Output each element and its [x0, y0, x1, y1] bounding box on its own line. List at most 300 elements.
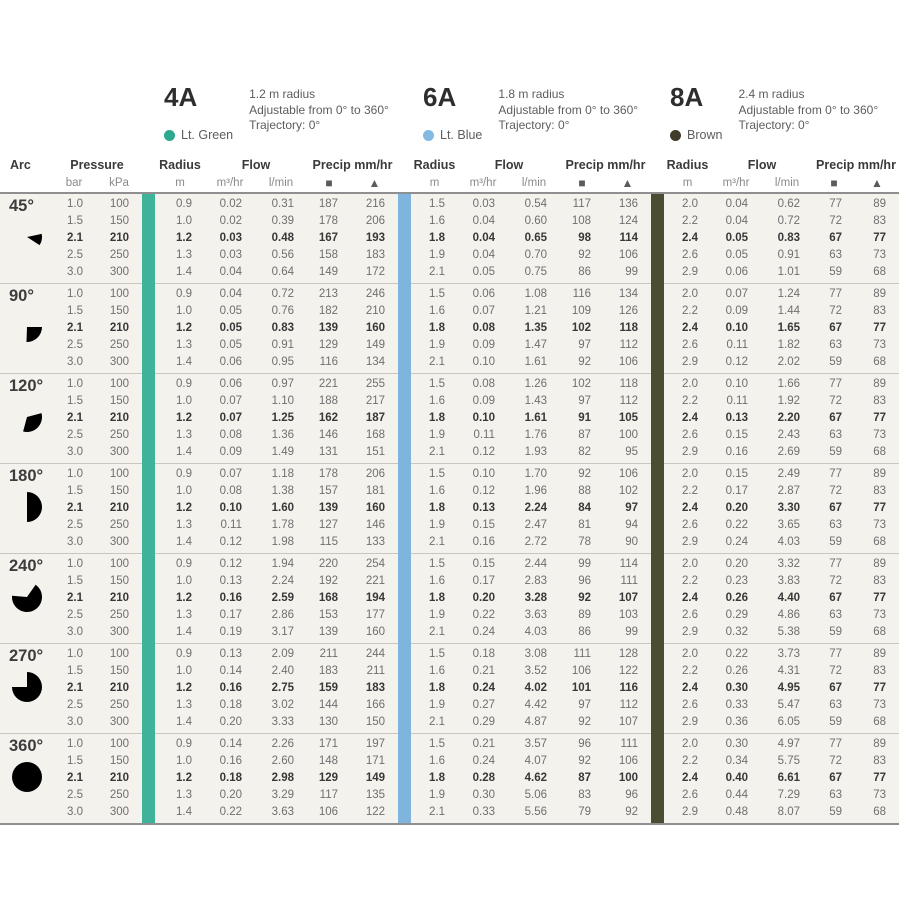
cell-flow-m3hr: 0.33 [472, 806, 495, 818]
cell-flow-m3hr: 0.14 [219, 665, 242, 677]
cell-precip-square: 97 [578, 699, 591, 711]
cell-radius-m: 1.6 [429, 485, 445, 497]
cell-flow-m3hr: 0.26 [725, 592, 748, 604]
cell-flow-lmin: 1.01 [777, 266, 800, 278]
cell-bar: 3.0 [67, 806, 83, 818]
cell-flow-lmin: 1.82 [777, 339, 800, 351]
cell-precip-square: 89 [578, 609, 591, 621]
arc-group-270 [0, 643, 899, 733]
cell-precip-square: 178 [318, 468, 338, 480]
cell-precip-square: 96 [578, 575, 591, 587]
cell-precip-triangle: 83 [873, 395, 886, 407]
cell-precip-triangle: 112 [619, 395, 638, 407]
cell-precip-square: 63 [829, 699, 842, 711]
cell-flow-m3hr: 0.19 [219, 626, 242, 638]
subheader-m: m [175, 177, 185, 189]
arc-group-240 [0, 553, 899, 643]
cell-precip-triangle: 68 [873, 806, 886, 818]
cell-flow-m3hr: 0.34 [725, 755, 748, 767]
cell-radius-m: 1.9 [429, 789, 445, 801]
cell-precip-square: 82 [578, 446, 591, 458]
cell-precip-square: 129 [318, 339, 338, 351]
cell-flow-lmin: 2.59 [271, 592, 294, 604]
cell-precip-square: 159 [318, 682, 338, 694]
color-stripe-6a [398, 194, 411, 823]
cell-precip-triangle: 149 [365, 339, 385, 351]
cell-precip-square: 77 [829, 468, 842, 480]
cell-precip-triangle: 100 [618, 772, 638, 784]
cell-flow-m3hr: 0.15 [472, 519, 495, 531]
cell-kpa: 100 [109, 198, 129, 210]
cell-precip-square: 99 [578, 558, 591, 570]
cell-precip-triangle: 95 [625, 446, 638, 458]
cell-radius-m: 2.2 [682, 395, 698, 407]
cell-radius-m: 2.2 [682, 485, 698, 497]
cell-flow-lmin: 5.47 [777, 699, 800, 711]
cell-precip-triangle: 77 [873, 322, 886, 334]
cell-precip-triangle: 73 [873, 699, 886, 711]
cell-radius-m: 1.5 [429, 558, 445, 570]
cell-flow-lmin: 6.05 [777, 716, 800, 728]
cell-flow-m3hr: 0.10 [472, 356, 495, 368]
arc-90-icon [11, 311, 43, 348]
cell-precip-triangle: 128 [618, 648, 638, 660]
arc-label: 360° [9, 737, 44, 755]
cell-flow-m3hr: 0.22 [725, 519, 748, 531]
cell-precip-triangle: 216 [365, 198, 385, 210]
cell-precip-triangle: 255 [365, 378, 385, 390]
cell-precip-triangle: 68 [873, 536, 886, 548]
cell-flow-m3hr: 0.09 [725, 305, 748, 317]
cell-radius-m: 2.6 [682, 339, 698, 351]
cell-flow-lmin: 2.43 [777, 429, 800, 441]
cell-flow-m3hr: 0.20 [219, 716, 242, 728]
cell-flow-lmin: 1.60 [271, 502, 294, 514]
triangle-icon: ▲ [871, 176, 883, 190]
cell-flow-m3hr: 0.06 [472, 288, 495, 300]
square-icon: ■ [830, 176, 838, 190]
cell-bar: 1.5 [67, 665, 83, 677]
cell-flow-lmin: 2.83 [524, 575, 547, 587]
cell-flow-lmin: 1.25 [271, 412, 294, 424]
cell-precip-square: 67 [829, 592, 842, 604]
cell-precip-square: 116 [319, 356, 338, 368]
cell-precip-square: 63 [829, 339, 842, 351]
cell-radius-m: 1.4 [176, 716, 192, 728]
cell-precip-triangle: 90 [625, 536, 638, 548]
cell-flow-m3hr: 0.20 [725, 502, 748, 514]
cell-precip-triangle: 221 [365, 575, 385, 587]
cell-precip-square: 102 [571, 378, 591, 390]
cell-precip-square: 211 [319, 648, 338, 660]
cell-radius-m: 1.6 [429, 215, 445, 227]
cell-precip-square: 131 [318, 446, 338, 458]
cell-kpa: 300 [109, 716, 129, 728]
cell-precip-square: 77 [829, 288, 842, 300]
cell-radius-m: 1.2 [176, 412, 192, 424]
cell-precip-triangle: 89 [873, 738, 886, 750]
cell-flow-lmin: 4.07 [524, 755, 547, 767]
cell-precip-triangle: 177 [365, 609, 385, 621]
cell-precip-square: 183 [318, 665, 338, 677]
cell-radius-m: 2.2 [682, 305, 698, 317]
cell-flow-lmin: 4.87 [524, 716, 547, 728]
cell-kpa: 300 [109, 356, 129, 368]
cell-precip-square: 111 [573, 648, 591, 660]
cell-kpa: 210 [109, 322, 129, 334]
cell-precip-triangle: 122 [618, 665, 638, 677]
cell-flow-m3hr: 0.08 [472, 378, 495, 390]
cell-flow-lmin: 1.61 [524, 356, 547, 368]
arc-cell [0, 376, 52, 461]
cell-kpa: 150 [109, 395, 129, 407]
cell-flow-lmin: 2.75 [271, 682, 294, 694]
cell-radius-m: 1.5 [429, 468, 445, 480]
cell-flow-lmin: 1.78 [271, 519, 294, 531]
cell-precip-square: 63 [829, 249, 842, 261]
arc-120-icon [11, 401, 43, 438]
cell-kpa: 250 [109, 699, 129, 711]
cell-precip-square: 92 [578, 755, 591, 767]
cell-flow-m3hr: 0.08 [219, 429, 242, 441]
cell-flow-m3hr: 0.32 [725, 626, 748, 638]
cell-flow-m3hr: 0.30 [725, 682, 748, 694]
cell-flow-lmin: 2.98 [271, 772, 294, 784]
cell-precip-triangle: 92 [625, 806, 638, 818]
subheader-m3hr: m³/hr [216, 177, 244, 189]
cell-radius-m: 1.4 [176, 806, 192, 818]
cell-flow-lmin: 0.54 [524, 198, 547, 210]
model-code: 8A [670, 82, 704, 112]
cell-precip-triangle: 118 [619, 378, 638, 390]
cell-flow-m3hr: 0.09 [219, 446, 242, 458]
cell-flow-m3hr: 0.05 [219, 322, 242, 334]
table-header [0, 156, 899, 192]
arc-label: 270° [9, 647, 44, 665]
cell-precip-square: 77 [829, 198, 842, 210]
cell-precip-square: 117 [572, 198, 591, 210]
cell-bar: 2.5 [67, 339, 83, 351]
cell-flow-m3hr: 0.02 [219, 215, 242, 227]
arc-label: 240° [9, 557, 44, 575]
subheader-m3hr: m³/hr [469, 177, 497, 189]
cell-flow-m3hr: 0.04 [219, 266, 242, 278]
cell-precip-triangle: 168 [365, 429, 385, 441]
color-stripe-4a [142, 194, 155, 823]
cell-radius-m: 1.9 [429, 339, 445, 351]
cell-precip-triangle: 118 [619, 322, 638, 334]
cell-flow-m3hr: 0.09 [472, 339, 495, 351]
cell-radius-m: 1.2 [176, 682, 192, 694]
cell-precip-square: 83 [578, 789, 591, 801]
cell-bar: 1.0 [67, 198, 83, 210]
cell-flow-m3hr: 0.02 [219, 198, 242, 210]
cell-radius-m: 1.2 [176, 592, 192, 604]
cell-radius-m: 0.9 [176, 558, 192, 570]
cell-flow-lmin: 2.60 [271, 755, 294, 767]
cell-flow-m3hr: 0.07 [219, 395, 242, 407]
cell-precip-triangle: 134 [365, 356, 385, 368]
cell-precip-triangle: 160 [365, 502, 385, 514]
cell-flow-m3hr: 0.10 [472, 468, 495, 480]
cell-flow-m3hr: 0.06 [219, 378, 242, 390]
cell-radius-m: 2.9 [682, 806, 698, 818]
cell-precip-square: 91 [578, 412, 591, 424]
cell-flow-lmin: 3.33 [271, 716, 294, 728]
model-legend [423, 128, 482, 142]
cell-flow-m3hr: 0.18 [219, 772, 242, 784]
cell-flow-lmin: 1.43 [524, 395, 547, 407]
cell-precip-square: 78 [578, 536, 591, 548]
cell-precip-square: 188 [318, 395, 338, 407]
cell-bar: 1.0 [67, 378, 83, 390]
cell-precip-triangle: 244 [365, 648, 385, 660]
cell-flow-lmin: 1.76 [524, 429, 547, 441]
cell-precip-square: 171 [318, 738, 338, 750]
cell-kpa: 150 [109, 755, 129, 767]
table-body [0, 192, 899, 825]
cell-flow-lmin: 2.69 [777, 446, 800, 458]
cell-flow-lmin: 1.24 [777, 288, 800, 300]
radius-desc: 2.4 m radius [738, 87, 805, 101]
cell-precip-square: 72 [829, 575, 842, 587]
cell-flow-lmin: 4.40 [777, 592, 800, 604]
arc-cell [0, 196, 52, 281]
cell-flow-lmin: 0.31 [271, 198, 294, 210]
cell-precip-triangle: 197 [365, 738, 385, 750]
cell-flow-lmin: 2.02 [777, 356, 800, 368]
cell-precip-triangle: 89 [873, 648, 886, 660]
cell-precip-triangle: 96 [625, 789, 638, 801]
cell-flow-m3hr: 0.11 [726, 395, 748, 407]
cell-precip-triangle: 77 [873, 412, 886, 424]
cell-flow-lmin: 0.97 [271, 378, 294, 390]
cell-kpa: 250 [109, 609, 129, 621]
cell-bar: 1.5 [67, 395, 83, 407]
cell-bar: 1.0 [67, 288, 83, 300]
cell-flow-lmin: 4.03 [777, 536, 800, 548]
cell-bar: 2.1 [67, 772, 83, 784]
cell-kpa: 150 [109, 215, 129, 227]
cell-flow-lmin: 2.26 [271, 738, 294, 750]
cell-flow-m3hr: 0.48 [725, 806, 748, 818]
cell-precip-square: 92 [578, 592, 591, 604]
cell-radius-m: 2.4 [682, 592, 698, 604]
cell-radius-m: 1.9 [429, 429, 445, 441]
cell-flow-m3hr: 0.05 [219, 305, 242, 317]
cell-precip-square: 59 [829, 536, 842, 548]
cell-flow-m3hr: 0.33 [725, 699, 748, 711]
arc-cell [0, 646, 52, 731]
cell-radius-m: 2.9 [682, 356, 698, 368]
cell-bar: 2.1 [67, 322, 83, 334]
cell-radius-m: 1.0 [176, 215, 192, 227]
cell-radius-m: 1.3 [176, 429, 192, 441]
cell-precip-triangle: 103 [618, 609, 638, 621]
model-code: 4A [164, 82, 198, 112]
cell-precip-square: 97 [578, 339, 591, 351]
cell-flow-lmin: 2.09 [271, 648, 294, 660]
cell-flow-m3hr: 0.08 [219, 485, 242, 497]
cell-precip-square: 139 [318, 626, 338, 638]
cell-precip-triangle: 68 [873, 266, 886, 278]
cell-flow-lmin: 0.83 [777, 232, 800, 244]
cell-radius-m: 1.0 [176, 305, 192, 317]
cell-radius-m: 1.8 [429, 412, 445, 424]
cell-radius-m: 2.9 [682, 716, 698, 728]
cell-radius-m: 2.4 [682, 232, 698, 244]
cell-flow-m3hr: 0.21 [472, 738, 495, 750]
cell-precip-square: 63 [829, 789, 842, 801]
cell-flow-lmin: 7.29 [777, 789, 800, 801]
cell-precip-triangle: 89 [873, 558, 886, 570]
col-header-pressure: Pressure [70, 158, 124, 172]
cell-flow-m3hr: 0.12 [725, 356, 748, 368]
cell-radius-m: 1.9 [429, 609, 445, 621]
cell-flow-lmin: 1.08 [524, 288, 547, 300]
radius-desc: 1.8 m radius [498, 87, 565, 101]
cell-flow-lmin: 2.72 [524, 536, 547, 548]
arc-cell [0, 736, 52, 821]
cell-precip-square: 192 [318, 575, 338, 587]
cell-flow-m3hr: 0.05 [472, 266, 495, 278]
cell-flow-m3hr: 0.16 [725, 446, 748, 458]
cell-flow-m3hr: 0.04 [725, 215, 748, 227]
cell-precip-triangle: 99 [625, 626, 638, 638]
cell-precip-square: 92 [578, 716, 591, 728]
cell-radius-m: 2.1 [429, 806, 445, 818]
cell-flow-m3hr: 0.14 [219, 738, 242, 750]
cell-radius-m: 2.4 [682, 412, 698, 424]
cell-precip-triangle: 83 [873, 665, 886, 677]
cell-precip-square: 92 [578, 468, 591, 480]
cell-radius-m: 2.0 [682, 738, 698, 750]
cell-radius-m: 1.6 [429, 755, 445, 767]
cell-precip-triangle: 89 [873, 198, 886, 210]
cell-radius-m: 1.9 [429, 699, 445, 711]
cell-precip-triangle: 106 [618, 468, 638, 480]
arc-240-icon [11, 581, 43, 618]
arc-group-360 [0, 733, 899, 823]
trajectory-desc: Trajectory: 0° [249, 118, 321, 132]
cell-kpa: 250 [109, 429, 129, 441]
cell-precip-triangle: 89 [873, 468, 886, 480]
cell-flow-lmin: 4.02 [524, 682, 547, 694]
cell-radius-m: 1.8 [429, 592, 445, 604]
cell-flow-m3hr: 0.17 [219, 609, 242, 621]
cell-precip-square: 59 [829, 446, 842, 458]
cell-flow-lmin: 0.91 [271, 339, 294, 351]
cell-precip-triangle: 77 [873, 232, 886, 244]
cell-flow-lmin: 1.38 [271, 485, 294, 497]
cell-precip-triangle: 83 [873, 575, 886, 587]
cell-precip-square: 168 [318, 592, 338, 604]
cell-radius-m: 1.3 [176, 519, 192, 531]
cell-precip-square: 84 [578, 502, 591, 514]
cell-radius-m: 2.1 [429, 446, 445, 458]
cell-flow-m3hr: 0.23 [725, 575, 748, 587]
cell-radius-m: 2.4 [682, 502, 698, 514]
cell-kpa: 210 [109, 232, 129, 244]
cell-flow-m3hr: 0.03 [472, 198, 495, 210]
performance-table [0, 156, 899, 825]
cell-precip-square: 139 [318, 322, 338, 334]
cell-precip-triangle: 246 [365, 288, 385, 300]
cell-radius-m: 2.6 [682, 249, 698, 261]
cell-flow-m3hr: 0.16 [219, 682, 242, 694]
cell-precip-triangle: 254 [365, 558, 385, 570]
trajectory-desc: Trajectory: 0° [498, 118, 570, 132]
col-header-radius: Radius [159, 158, 201, 172]
cell-bar: 3.0 [67, 536, 83, 548]
cell-precip-square: 87 [578, 772, 591, 784]
cell-precip-square: 182 [318, 305, 338, 317]
cell-kpa: 300 [109, 446, 129, 458]
cell-flow-m3hr: 0.11 [473, 429, 495, 441]
cell-precip-triangle: 68 [873, 446, 886, 458]
cell-precip-triangle: 114 [619, 232, 638, 244]
cell-radius-m: 1.3 [176, 789, 192, 801]
cell-precip-triangle: 181 [365, 485, 385, 497]
color-name: Brown [687, 128, 723, 142]
cell-radius-m: 1.6 [429, 575, 445, 587]
cell-flow-lmin: 0.72 [777, 215, 800, 227]
cell-radius-m: 2.4 [682, 682, 698, 694]
cell-precip-square: 130 [318, 716, 338, 728]
cell-flow-lmin: 1.61 [524, 412, 547, 424]
cell-radius-m: 1.0 [176, 575, 192, 587]
cell-radius-m: 2.6 [682, 699, 698, 711]
cell-bar: 2.5 [67, 429, 83, 441]
cell-radius-m: 1.8 [429, 772, 445, 784]
cell-flow-m3hr: 0.20 [472, 592, 495, 604]
model-block-6a [423, 84, 638, 142]
cell-flow-m3hr: 0.17 [472, 575, 495, 587]
trajectory-desc: Trajectory: 0° [738, 118, 810, 132]
cell-bar: 1.5 [67, 575, 83, 587]
cell-precip-square: 67 [829, 412, 842, 424]
cell-kpa: 300 [109, 626, 129, 638]
model-block-8a [670, 84, 878, 142]
model-legend [164, 128, 233, 142]
cell-flow-m3hr: 0.16 [219, 592, 242, 604]
arc-group-45 [0, 194, 899, 283]
subheader-m: m [429, 177, 440, 189]
cell-bar: 1.5 [67, 305, 83, 317]
cell-flow-lmin: 1.35 [524, 322, 547, 334]
cell-precip-triangle: 151 [365, 446, 385, 458]
cell-precip-square: 88 [578, 485, 591, 497]
cell-flow-m3hr: 0.06 [725, 266, 748, 278]
cell-flow-lmin: 3.65 [777, 519, 800, 531]
cell-precip-triangle: 134 [618, 288, 638, 300]
cell-precip-triangle: 136 [618, 198, 638, 210]
cell-flow-lmin: 4.95 [777, 682, 800, 694]
cell-precip-square: 144 [318, 699, 338, 711]
cell-bar: 3.0 [67, 266, 83, 278]
cell-radius-m: 2.1 [429, 536, 445, 548]
cell-kpa: 210 [109, 772, 129, 784]
cell-flow-m3hr: 0.40 [725, 772, 748, 784]
cell-flow-m3hr: 0.13 [219, 648, 242, 660]
triangle-icon: ▲ [621, 176, 634, 190]
cell-precip-square: 108 [571, 215, 591, 227]
cell-precip-triangle: 83 [873, 755, 886, 767]
cell-kpa: 100 [109, 288, 129, 300]
cell-precip-triangle: 73 [873, 609, 886, 621]
cell-radius-m: 1.2 [176, 502, 192, 514]
cell-flow-m3hr: 0.10 [725, 322, 748, 334]
